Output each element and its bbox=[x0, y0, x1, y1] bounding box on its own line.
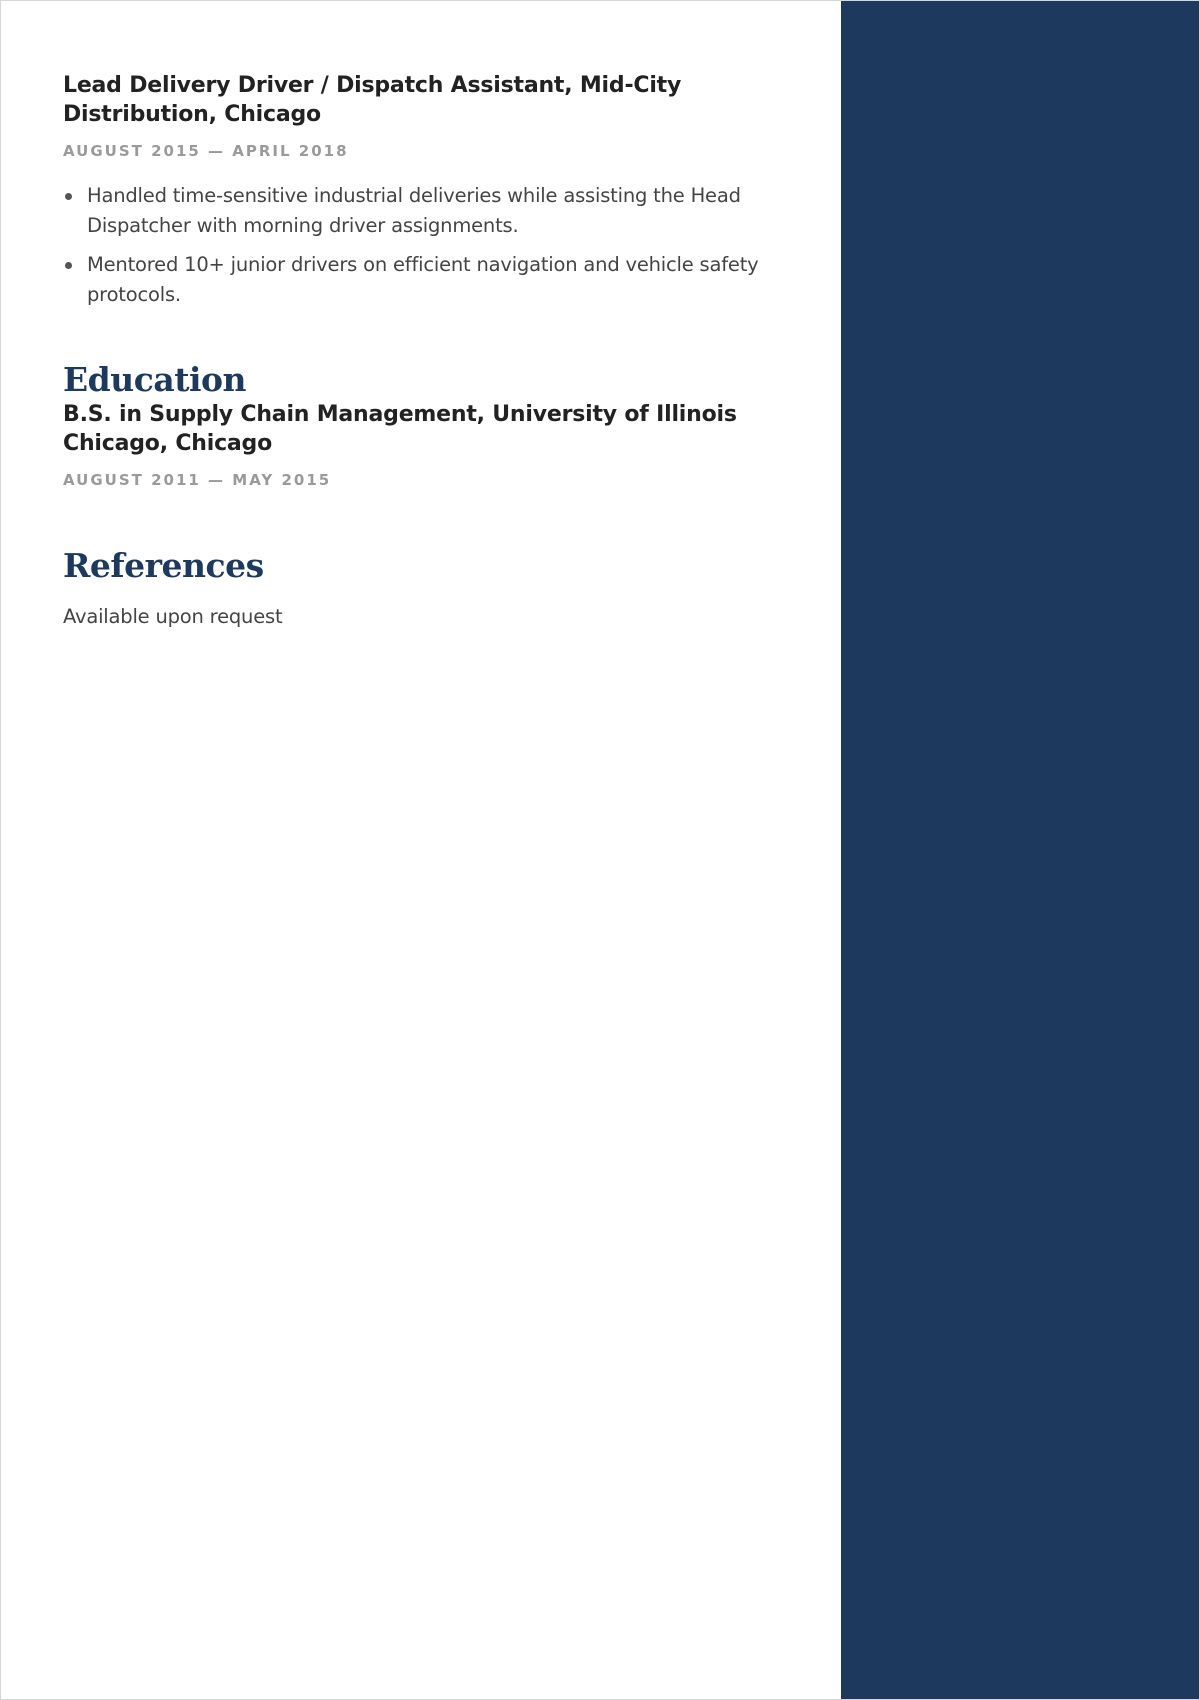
job-bullet-text: Handled time-sensitive industrial deliveries while assisting the Head Dispatcher with morning driver assignments. bbox=[87, 184, 741, 237]
degree-title: B.S. in Supply Chain Management, University of Illinois Chicago, Chicago bbox=[63, 402, 737, 456]
job-bullet bbox=[63, 250, 773, 310]
bullet-dot-icon bbox=[65, 193, 72, 200]
bullet-dot-icon bbox=[65, 262, 72, 269]
job-title: Lead Delivery Driver / Dispatch Assistant, Mid-City Distribution, Chicago bbox=[63, 73, 682, 127]
job-dates: AUGUST 2015 — APRIL 2018 bbox=[63, 142, 349, 160]
main-column bbox=[63, 71, 773, 630]
sidebar-panel bbox=[841, 1, 1200, 1700]
job-bullet-list bbox=[63, 181, 773, 310]
experience-entry bbox=[63, 71, 773, 310]
job-bullet-text: Mentored 10+ junior drivers on efficient navigation and vehicle safety protocols. bbox=[87, 253, 759, 306]
education-entry bbox=[63, 400, 773, 490]
references-text: Available upon request bbox=[63, 605, 283, 628]
job-bullet bbox=[63, 181, 773, 241]
references-heading: References bbox=[63, 546, 264, 585]
education-dates: AUGUST 2011 — MAY 2015 bbox=[63, 471, 332, 489]
education-heading: Education bbox=[63, 360, 246, 399]
